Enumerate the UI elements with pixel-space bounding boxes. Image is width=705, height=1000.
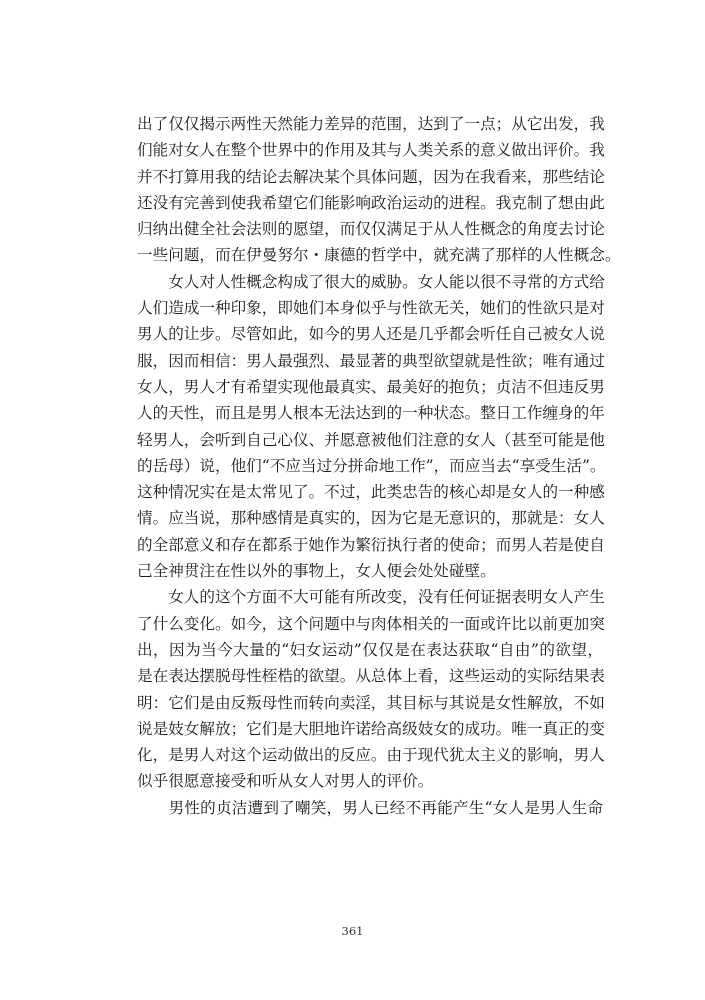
page-number: 361 bbox=[341, 924, 364, 938]
text-line: 情。应当说，那种感情是真实的，因为它是无意识的，那就是：女人 bbox=[137, 509, 605, 528]
text-line: 的岳母）说，他们“不应当过分拼命地工作”，而应当去“享受生活”。 bbox=[137, 456, 606, 475]
text-line: 似乎很愿意接受和听从女人对男人的评价。 bbox=[137, 772, 434, 791]
text-line: 男人的让步。尽管如此，如今的男人还是几乎都会听任自己被女人说 bbox=[137, 325, 605, 344]
text-line: 人们造成一种印象，即她们本身似乎与性欲无关，她们的性欲只是对 bbox=[137, 299, 605, 318]
text-line: 还没有完善到使我希望它们能影响政治运动的进程。我克制了想由此 bbox=[137, 193, 605, 212]
text-line: 了什么变化。如今，这个问题中与肉体相关的一面或许比以前更加突 bbox=[137, 614, 605, 633]
body-text bbox=[137, 111, 621, 821]
text-line: 一些问题，而在伊曼努尔・康德的哲学中，就充满了那样的人性概念。 bbox=[137, 246, 621, 265]
text-line: 出，因为当今大量的“妇女运动”仅仅是在表达获取“自由”的欲望， bbox=[137, 640, 603, 659]
text-line: 男性的贞洁遭到了嘲笑，男人已经不再能产生“女人是男人生命 bbox=[137, 798, 603, 817]
text-line: 是在表达摆脱母性桎梏的欲望。从总体上看，这些运动的实际结果表 bbox=[137, 667, 605, 686]
text-line: 女人的这个方面不大可能有所改变，没有任何证据表明女人产生 bbox=[137, 588, 605, 607]
text-line: 说是妓女解放；它们是大胆地许诺给高级妓女的成功。唯一真正的变 bbox=[137, 719, 605, 738]
text-line: 化，是男人对这个运动做出的反应。由于现代犹太主义的影响，男人 bbox=[137, 746, 605, 765]
text-line: 服，因而相信：男人最强烈、最显著的典型欲望就是性欲；唯有通过 bbox=[137, 351, 605, 370]
text-line: 轻男人，会听到自己心仪、并愿意被他们注意的女人（甚至可能是他 bbox=[137, 430, 605, 449]
text-line: 己全神贯注在性以外的事物上，女人便会处处碰壁。 bbox=[137, 562, 496, 581]
text-line: 归纳出健全社会法则的愿望，而仅仅满足于从人性概念的角度去讨论 bbox=[137, 220, 605, 239]
text-line: 女人对人性概念构成了很大的威胁。女人能以很不寻常的方式给 bbox=[137, 272, 605, 291]
text-line: 这种情况实在是太常见了。不过，此类忠告的核心却是女人的一种感 bbox=[137, 483, 605, 502]
text-line: 出了仅仅揭示两性天然能力差异的范围，达到了一点；从它出发，我 bbox=[137, 115, 605, 133]
text-line: 明：它们是由反叛母性而转向卖淫，其目标与其说是女性解放，不如 bbox=[137, 693, 605, 712]
text-line: 人的天性，而且是男人根本无法达到的一种状态。整日工作缠身的年 bbox=[137, 404, 605, 423]
text-line: 并不打算用我的结论去解决某个具体问题，因为在我看来，那些结论 bbox=[137, 167, 605, 186]
text-line: 们能对女人在整个世界中的作用及其与人类关系的意义做出评价。我 bbox=[137, 141, 605, 160]
text-line: 的全部意义和存在都系于她作为繁衍执行者的使命；而男人若是使自 bbox=[137, 535, 605, 554]
text-line: 女人，男人才有希望实现他最真实、最美好的抱负；贞洁不但违反男 bbox=[137, 377, 605, 396]
